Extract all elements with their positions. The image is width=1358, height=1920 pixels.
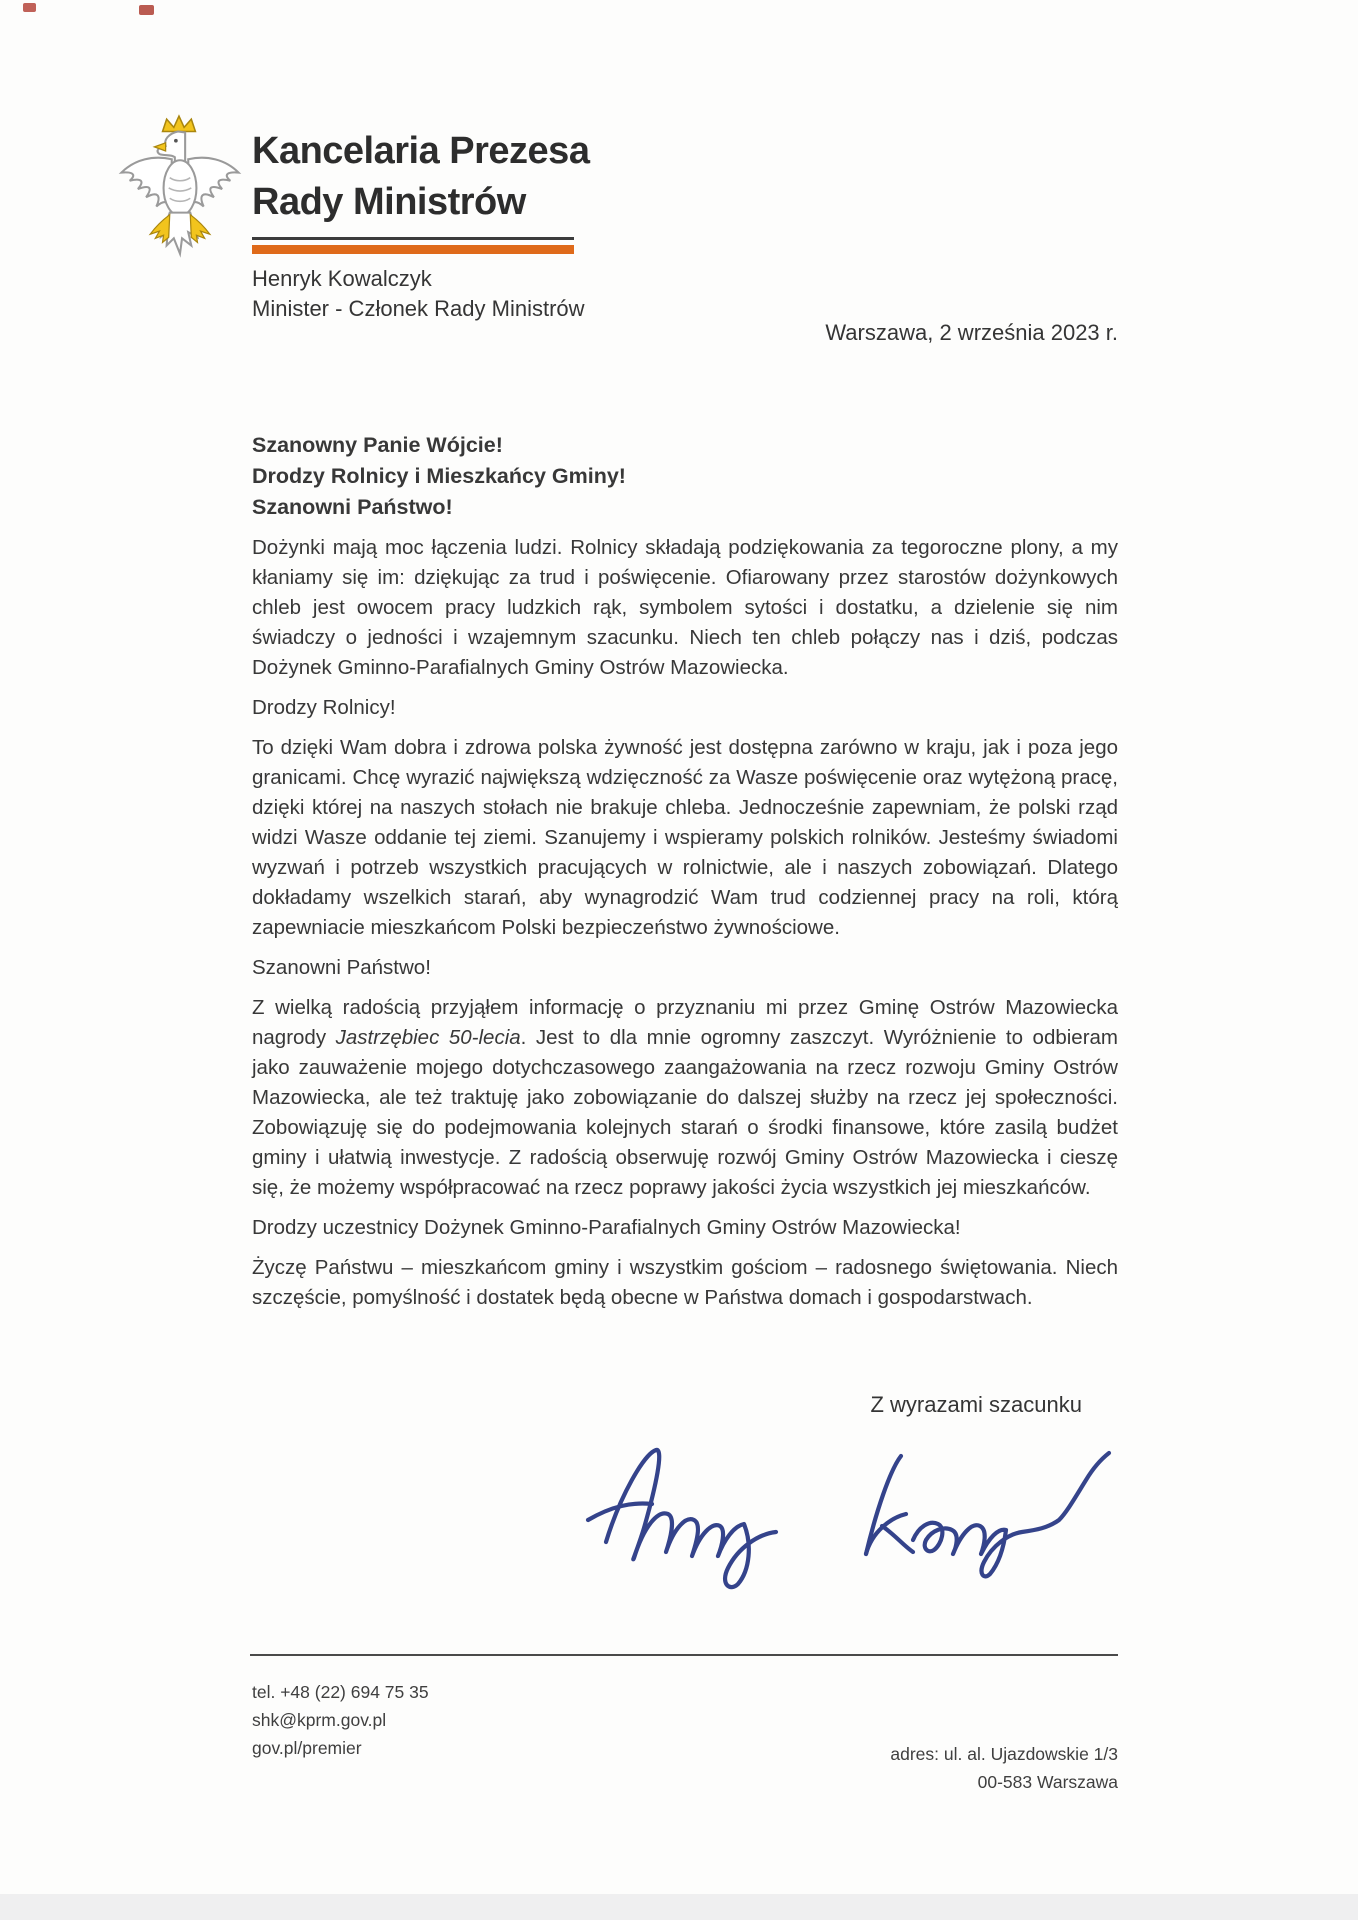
paragraph-zyczenia: Życzę Państwu – mieszkańcom gminy i wszystkim gościom – radosnego świętowania. Niech szczęście, pomyślność i dostatek będą obecne w Państwa domach i gospodarstwach. xyxy=(252,1256,1118,1309)
paragraph-nagroda xyxy=(252,993,1118,1203)
sender-title: Minister - Członek Rady Ministrów xyxy=(252,296,585,321)
eagle-body xyxy=(164,160,197,215)
salutation-line: Szanowni Państwo! xyxy=(252,495,453,519)
greeting-uczestnicy: Drodzy uczestnicy Dożynek Gminno-Parafialnych Gminy Ostrów Mazowiecka! xyxy=(252,1216,961,1239)
paragraph-rolnicy: To dzięki Wam dobra i zdrowa polska żywność jest dostępna zarówno w kraju, jak i poza jego granicami. Chcę wyrazić największą wdzięczność za Wasze poświęcenie oraz wytężoną pracę, dzięki której na naszych stołach nie brakuje chleba. Jednocześnie zapewniam, że polski rząd widzi Wasze oddanie tej ziemi. Szanujemy i wspieramy polskich rolników. Jesteśmy świadomi wyzwań i potrzeb wszystkich pracujących w rolnictwie, ale i naszych zobowiązań. Dlatego dokładamy wszelkich starań, aby wynagrodzić Wam trud codziennej pracy na roli, którą zapewniacie mieszkańcom Polski bezpieczeństwo żywnościowe. xyxy=(252,736,1118,939)
handwritten-signature xyxy=(560,1420,1160,1600)
polish-eagle-emblem-icon xyxy=(116,114,244,264)
eagle-crown xyxy=(163,116,196,131)
org-name xyxy=(252,126,589,228)
valediction xyxy=(252,1392,1118,1418)
eagle-right-talon xyxy=(190,215,210,243)
paragraph-nagroda-part2: . Jest to dla mnie ogromny zaszczyt. Wyróżnienie to odbieram jako zauważenie mojego dotychczasowego zaangażowania na rzecz rozwoju Gminy Ostrów Mazowiecka, ale też traktuję jako zobowiązanie do dalszej służby na rzecz jej społeczności. Zobowiązuję się do podejmowania kolejnych starań o środki finansowe, które zasilą budżet gminy i ułatwią inwestycje. Z radością obserwuję rozwój Gminy Ostrów Mazowiecka i cieszę się, że możemy współpracować na rzecz poprawy jakości życia wszystkich jej mieszkańców. xyxy=(252,1026,1119,1199)
org-name-line2: Rady Ministrów xyxy=(252,181,526,223)
paragraph-dozynki: Dożynki mają moc łączenia ludzi. Rolnicy składają podziękowania za tegoroczne plony, a my kłaniamy się im: dziękując za trud i poświęcenie. Ofiarowany przez starostów dożynkowych chleb jest owocem pracy ludzkich rąk, symbolem sytości i dostatku, a dzielenie się nim świadczy o jedności i wzajemnym szacunku. Niech ten chleb połączy nas i dziś, podczas Dożynek Gminno-Parafialnych Gminy Ostrów Mazowiecka. xyxy=(252,536,1118,679)
header-rule-black xyxy=(252,237,574,240)
footer-address-block xyxy=(252,1740,1118,1796)
letter-body xyxy=(252,430,1118,1323)
salutation-line: Szanowny Panie Wójcie! xyxy=(252,433,503,457)
header-rule-orange xyxy=(252,245,574,254)
sender-name: Henryk Kowalczyk xyxy=(252,266,432,291)
scan-artifact xyxy=(139,5,154,15)
scan-edge-shadow xyxy=(0,1894,1358,1920)
greeting-panstwo: Szanowni Państwo! xyxy=(252,956,431,979)
paragraph-nagroda-part1: Z wielką radością przyjąłem informację o przyznaniu mi przez Gminę Ostrów Mazowiecka nagrody xyxy=(252,996,1118,1049)
footer-address-line2: 00-583 Warszawa xyxy=(977,1772,1118,1792)
salutation-block xyxy=(252,430,1118,523)
signature-ink-strokes xyxy=(588,1450,1109,1587)
date-line: Warszawa, 2 września 2023 r. xyxy=(825,320,1118,345)
valediction-text: Z wyrazami szacunku xyxy=(870,1392,1082,1417)
footer-rule xyxy=(250,1654,1118,1656)
org-name-line1: Kancelaria Prezesa xyxy=(252,130,590,172)
sender-block xyxy=(252,264,585,324)
greeting-rolnicy: Drodzy Rolnicy! xyxy=(252,696,396,719)
footer-website: gov.pl/premier xyxy=(252,1738,362,1758)
footer-phone: tel. +48 (22) 694 75 35 xyxy=(252,1682,429,1702)
scan-artifact xyxy=(23,3,36,12)
footer-email: shk@kprm.gov.pl xyxy=(252,1710,387,1730)
footer-address-line1: adres: ul. al. Ujazdowskie 1/3 xyxy=(890,1744,1118,1764)
award-name-italic: Jastrzębiec 50-lecia xyxy=(335,1026,521,1049)
salutation-line: Drodzy Rolnicy i Mieszkańcy Gminy! xyxy=(252,464,626,488)
